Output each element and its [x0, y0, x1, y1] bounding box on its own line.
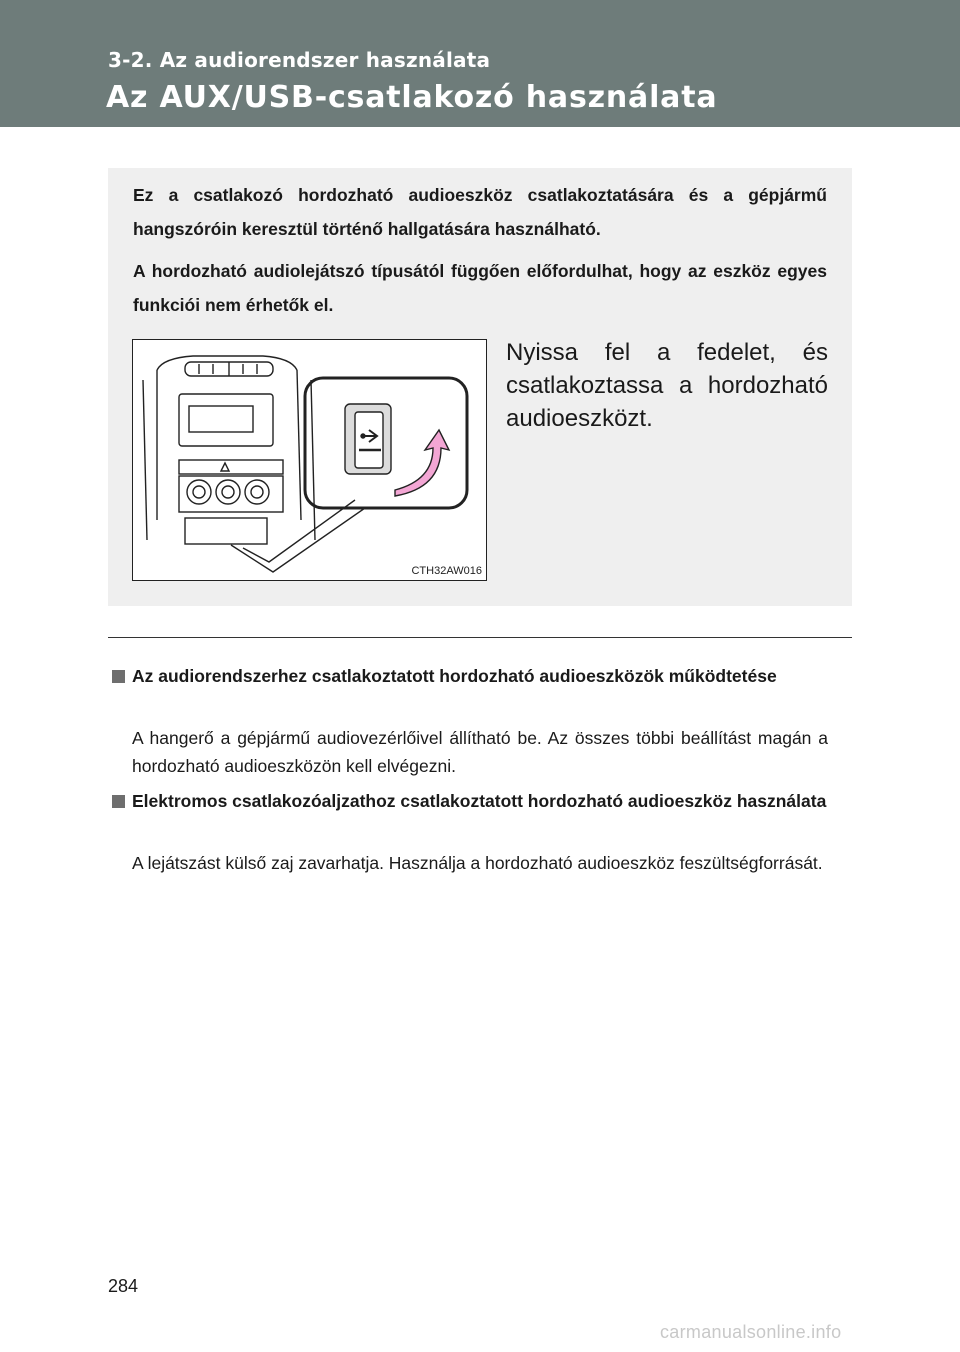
dashboard-usb-drawing: [133, 340, 486, 580]
dashboard-usb-illustration: [132, 339, 487, 581]
intro-paragraph-2: A hordozható audiolejátszó típusától függően előfordulhat, hogy az eszköz egyes funkciói nem érhetők el.: [133, 261, 827, 315]
bullet-square-icon: [112, 795, 125, 808]
page-title: Az AUX/USB-csatlakozó használata: [106, 80, 718, 115]
bullet-square-icon: [112, 670, 125, 683]
section-label: 3-2. Az audiorendszer használata: [108, 48, 491, 72]
note-body-2: A lejátszást külső zaj zavarhatja. Használja a hordozható audioeszköz feszültségforrását.: [132, 853, 823, 873]
intro-paragraph-1: Ez a csatlakozó hordozható audioeszköz csatlakoztatására és a gépjármű hangszóróin keresztül történő hallgatására használható.: [133, 185, 827, 239]
instruction-text: Nyissa fel a fedelet, és csatlakoztassa a hordozható audioeszközt.: [506, 339, 828, 432]
page-number: 284: [108, 1276, 139, 1296]
watermark: carmanualsonline.info: [660, 1322, 842, 1342]
note-title-1: Az audiorendszerhez csatlakoztatott hordozható audioeszközök működtetése: [132, 666, 777, 686]
note-body-1: A hangerő a gépjármű audiovezérlőivel állítható be. Az összes többi beállítást magán a hordozható audioeszközön kell elvégezni.: [132, 728, 828, 776]
section-divider: [108, 637, 852, 638]
note-title-2: Elektromos csatlakozóaljzathoz csatlakoztatott hordozható audioeszköz használata: [132, 791, 827, 811]
page-header: [0, 0, 960, 127]
figure-code: CTH32AW016: [411, 565, 482, 577]
